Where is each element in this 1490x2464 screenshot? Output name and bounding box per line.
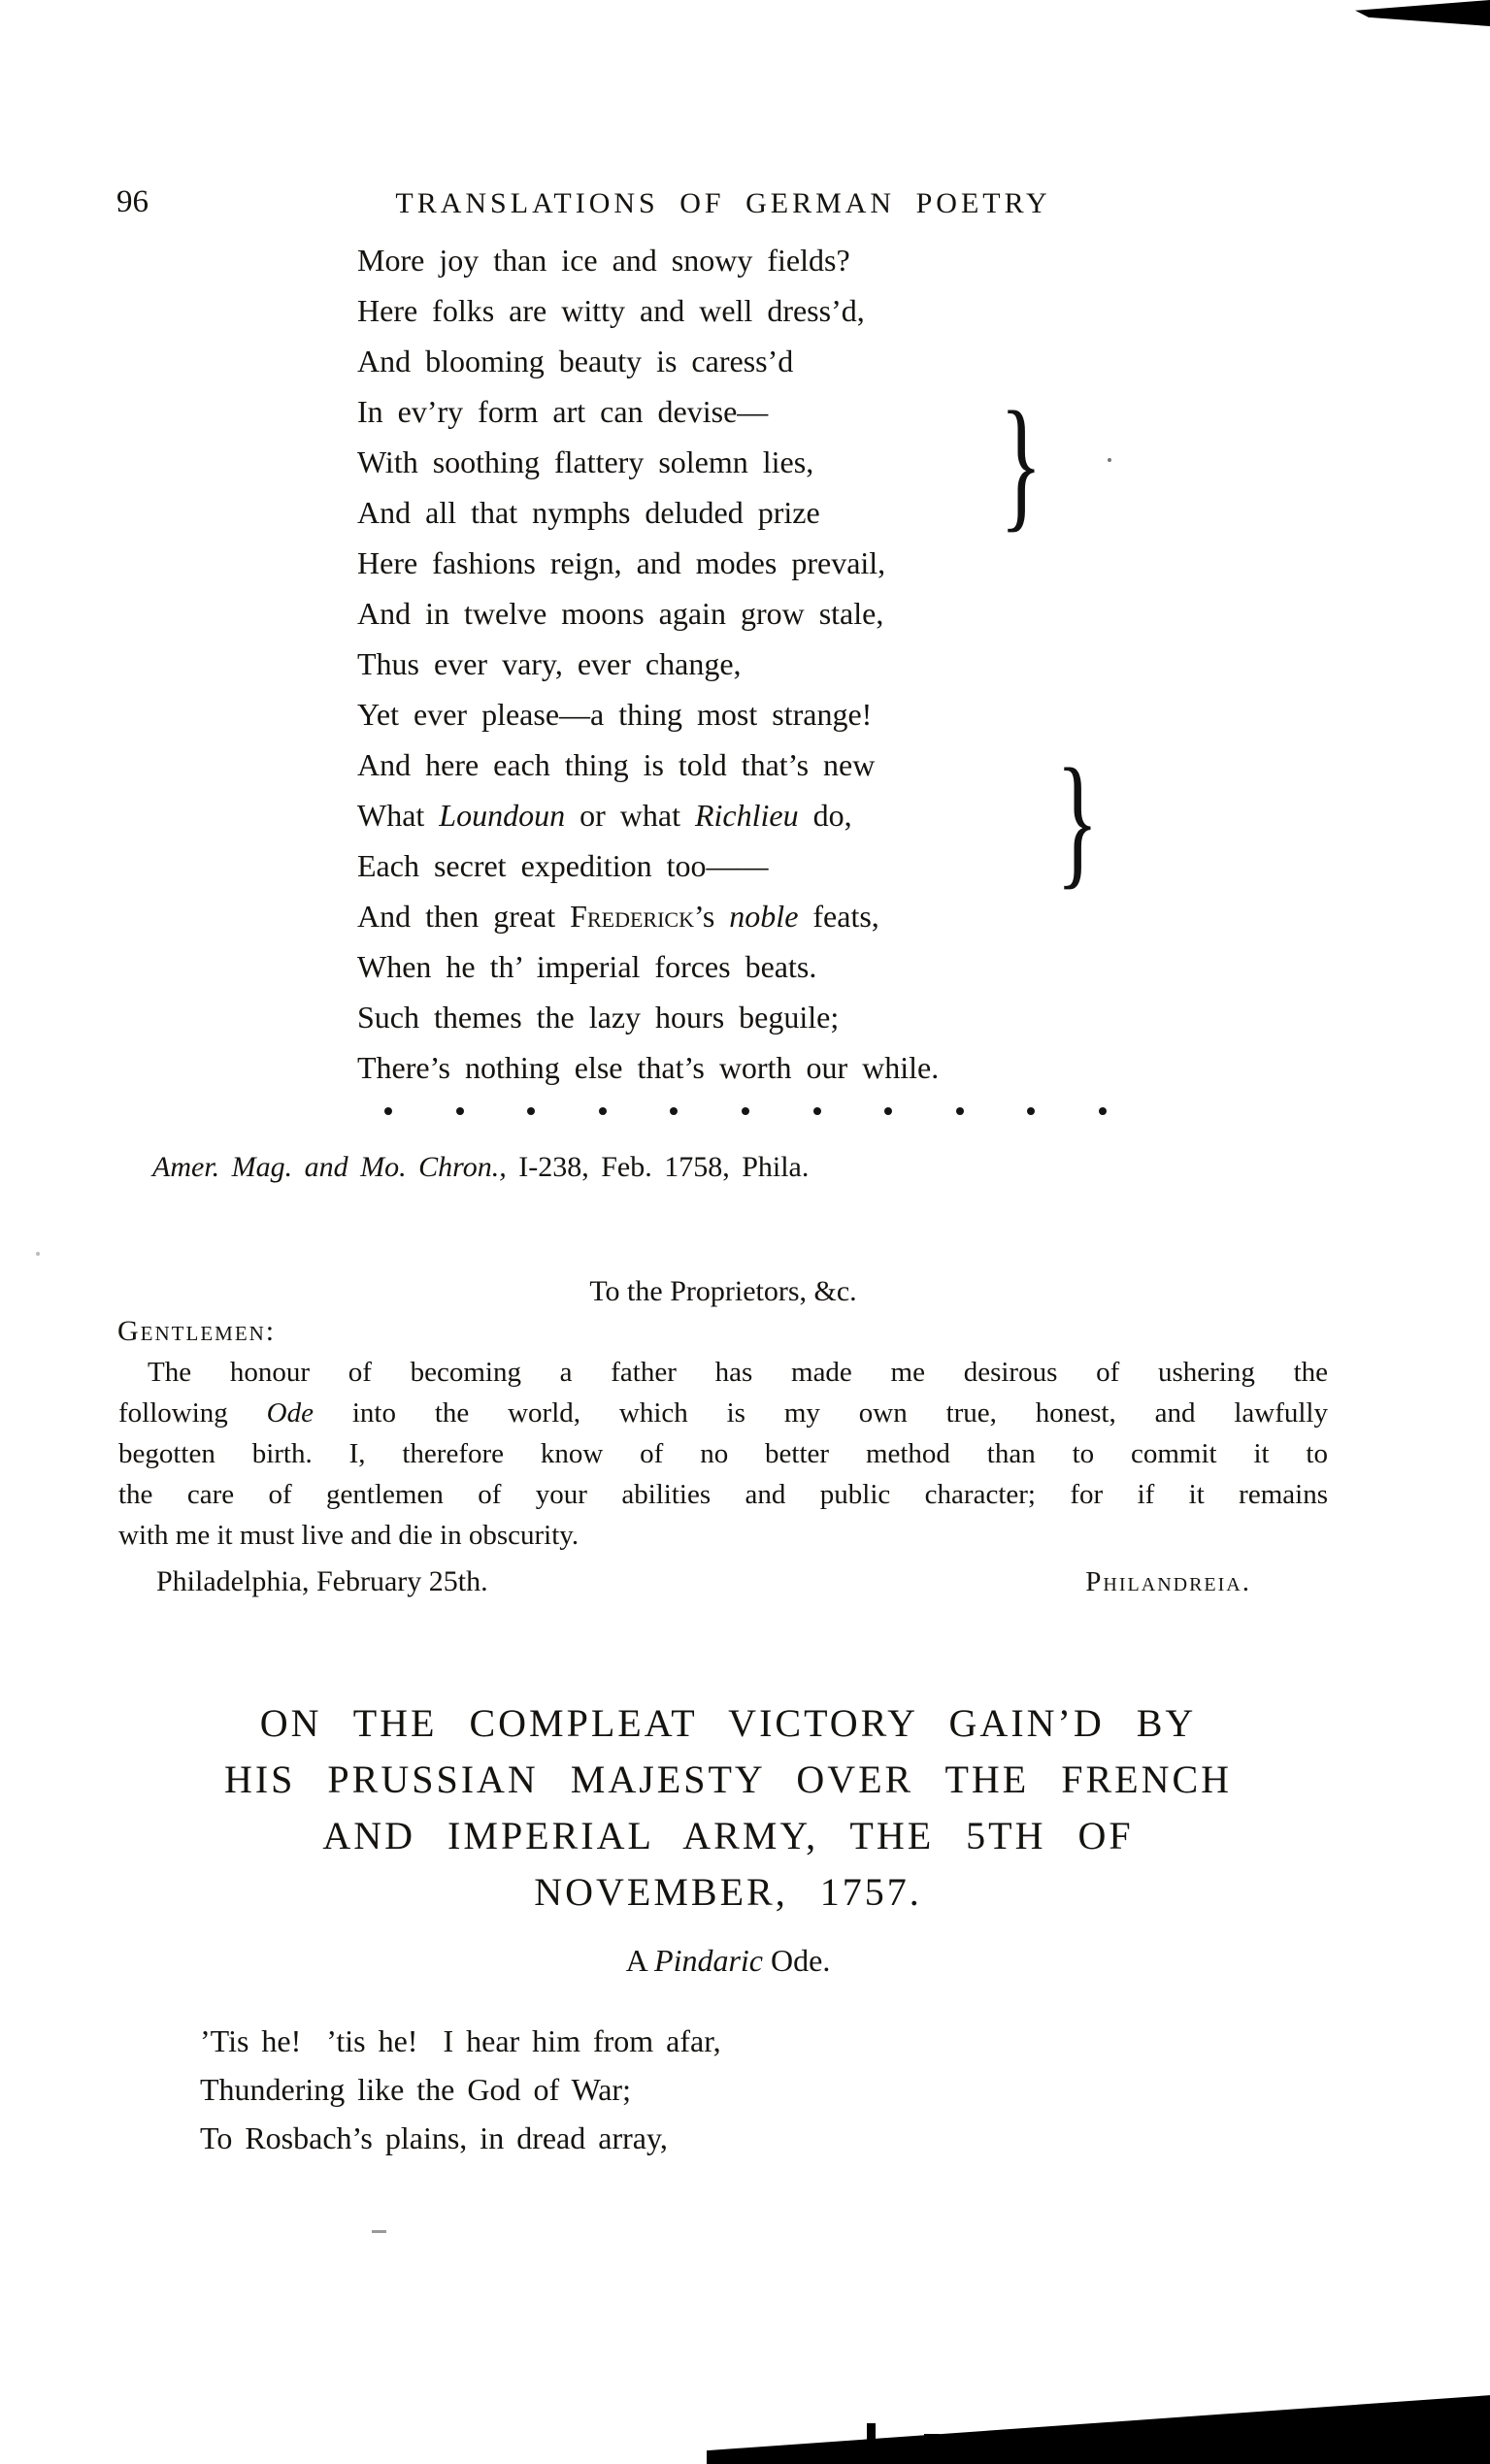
separator-dot — [599, 1107, 607, 1115]
poem-line: And blooming beauty is caress’d — [357, 344, 794, 378]
separator-dot — [527, 1107, 535, 1115]
poem-line: What Loundoun or what Richlieu do, — [357, 798, 852, 833]
poem-line: Thus ever vary, ever change, — [357, 646, 742, 681]
ode-title — [49, 1695, 1407, 1921]
letter-heading: To the Proprietors, &c. — [589, 1275, 857, 1307]
source-citation: Amer. Mag. and Mo. Chron., I-238, Feb. 1758, Phila. — [152, 1151, 810, 1183]
running-header: TRANSLATIONS OF GERMAN POETRY — [395, 187, 1051, 219]
poem-line: And then great Frederick’s noble feats, — [357, 899, 879, 934]
scan-artifact-mark-2 — [879, 2447, 920, 2456]
poem-line: In ev’ry form art can devise— — [357, 394, 769, 429]
scan-artifact-dash — [372, 2230, 386, 2233]
ode-title-line: NOVEMBER, 1757. — [534, 1870, 922, 1914]
separator-dot — [384, 1107, 392, 1115]
ode-poem-line: ’Tis he! ’tis he! I hear him from afar, — [200, 2023, 721, 2058]
ode-poem — [200, 2017, 721, 2162]
separator-dot — [956, 1107, 964, 1115]
poem-brace-1-icon: } — [1000, 381, 1043, 544]
section-separator-dots — [384, 1106, 1107, 1116]
letter-body-line: with me it must live and die in obscurity. — [118, 1520, 579, 1551]
poem-line: Yet ever please—a thing most strange! — [357, 697, 873, 732]
poem-line: With soothing flattery solemn lies, — [357, 444, 814, 479]
separator-dot — [456, 1107, 464, 1115]
poem-line: And here each thing is told that’s new — [357, 747, 876, 782]
ode-title-line: AND IMPERIAL ARMY, THE 5TH OF — [322, 1814, 1134, 1857]
poem-line: And in twelve moons again grow stale, — [357, 596, 884, 631]
separator-dot — [1099, 1107, 1107, 1115]
poem-line: Such themes the lazy hours beguile; — [357, 1000, 840, 1035]
poem-line: More joy than ice and snowy fields? — [357, 243, 850, 278]
ode-poem-line: Thundering like the God of War; — [200, 2072, 631, 2107]
letter-body-line: following Ode into the world, which is my own true, honest, and lawfully — [118, 1397, 1328, 1429]
letter-body-line: the care of gentlemen of your abilities and public character; for if it remains — [118, 1479, 1328, 1510]
separator-dot — [884, 1107, 892, 1115]
ode-subtitle: A Pindaric Ode. — [625, 1943, 831, 1978]
poem-line: Here fashions reign, and modes prevail, — [357, 545, 886, 580]
separator-dot — [670, 1107, 678, 1115]
poem-line: And all that nymphs deluded prize — [357, 495, 820, 530]
separator-dot — [1027, 1107, 1035, 1115]
scan-artifact-dot-2 — [36, 1252, 40, 1256]
letter-body-line: The honour of becoming a father has made me desirous of ushering the — [148, 1357, 1328, 1388]
ode-poem-line: To Rosbach’s plains, in dread array, — [200, 2120, 668, 2155]
page-number: 96 — [116, 184, 149, 219]
letter-signature: Philandreia. — [1085, 1566, 1251, 1597]
ode-title-line: HIS PRUSSIAN MAJESTY OVER THE FRENCH — [223, 1758, 1233, 1801]
scan-artifact-top-right — [1355, 0, 1490, 26]
ode-title-line: ON THE COMPLEAT VICTORY GAIN’D BY — [259, 1701, 1197, 1745]
scan-artifact-mark-3 — [924, 2434, 940, 2455]
poem-first — [357, 235, 939, 1093]
poem-line: When he th’ imperial forces beats. — [357, 949, 817, 984]
poem-line: Here folks are witty and well dress’d, — [357, 293, 865, 328]
letter-signature-row — [118, 1561, 1328, 1603]
scan-artifact-bottom-wedge — [707, 2389, 1490, 2464]
poem-line: Each secret expedition too—— — [357, 848, 769, 883]
letter-body — [118, 1352, 1328, 1556]
letter-body-line: begotten birth. I, therefore know of no better method than to commit it to — [118, 1438, 1328, 1469]
separator-dot — [742, 1107, 749, 1115]
scan-artifact-dot-1 — [1108, 458, 1111, 462]
poem-brace-2-icon: } — [1056, 739, 1099, 902]
scan-artifact-mark-1 — [867, 2423, 876, 2456]
letter-salutation: Gentlemen: — [117, 1315, 277, 1347]
poem-line: There’s nothing else that’s worth our while. — [357, 1050, 940, 1085]
separator-dot — [813, 1107, 821, 1115]
letter-place-date: Philadelphia, February 25th. — [156, 1565, 488, 1597]
